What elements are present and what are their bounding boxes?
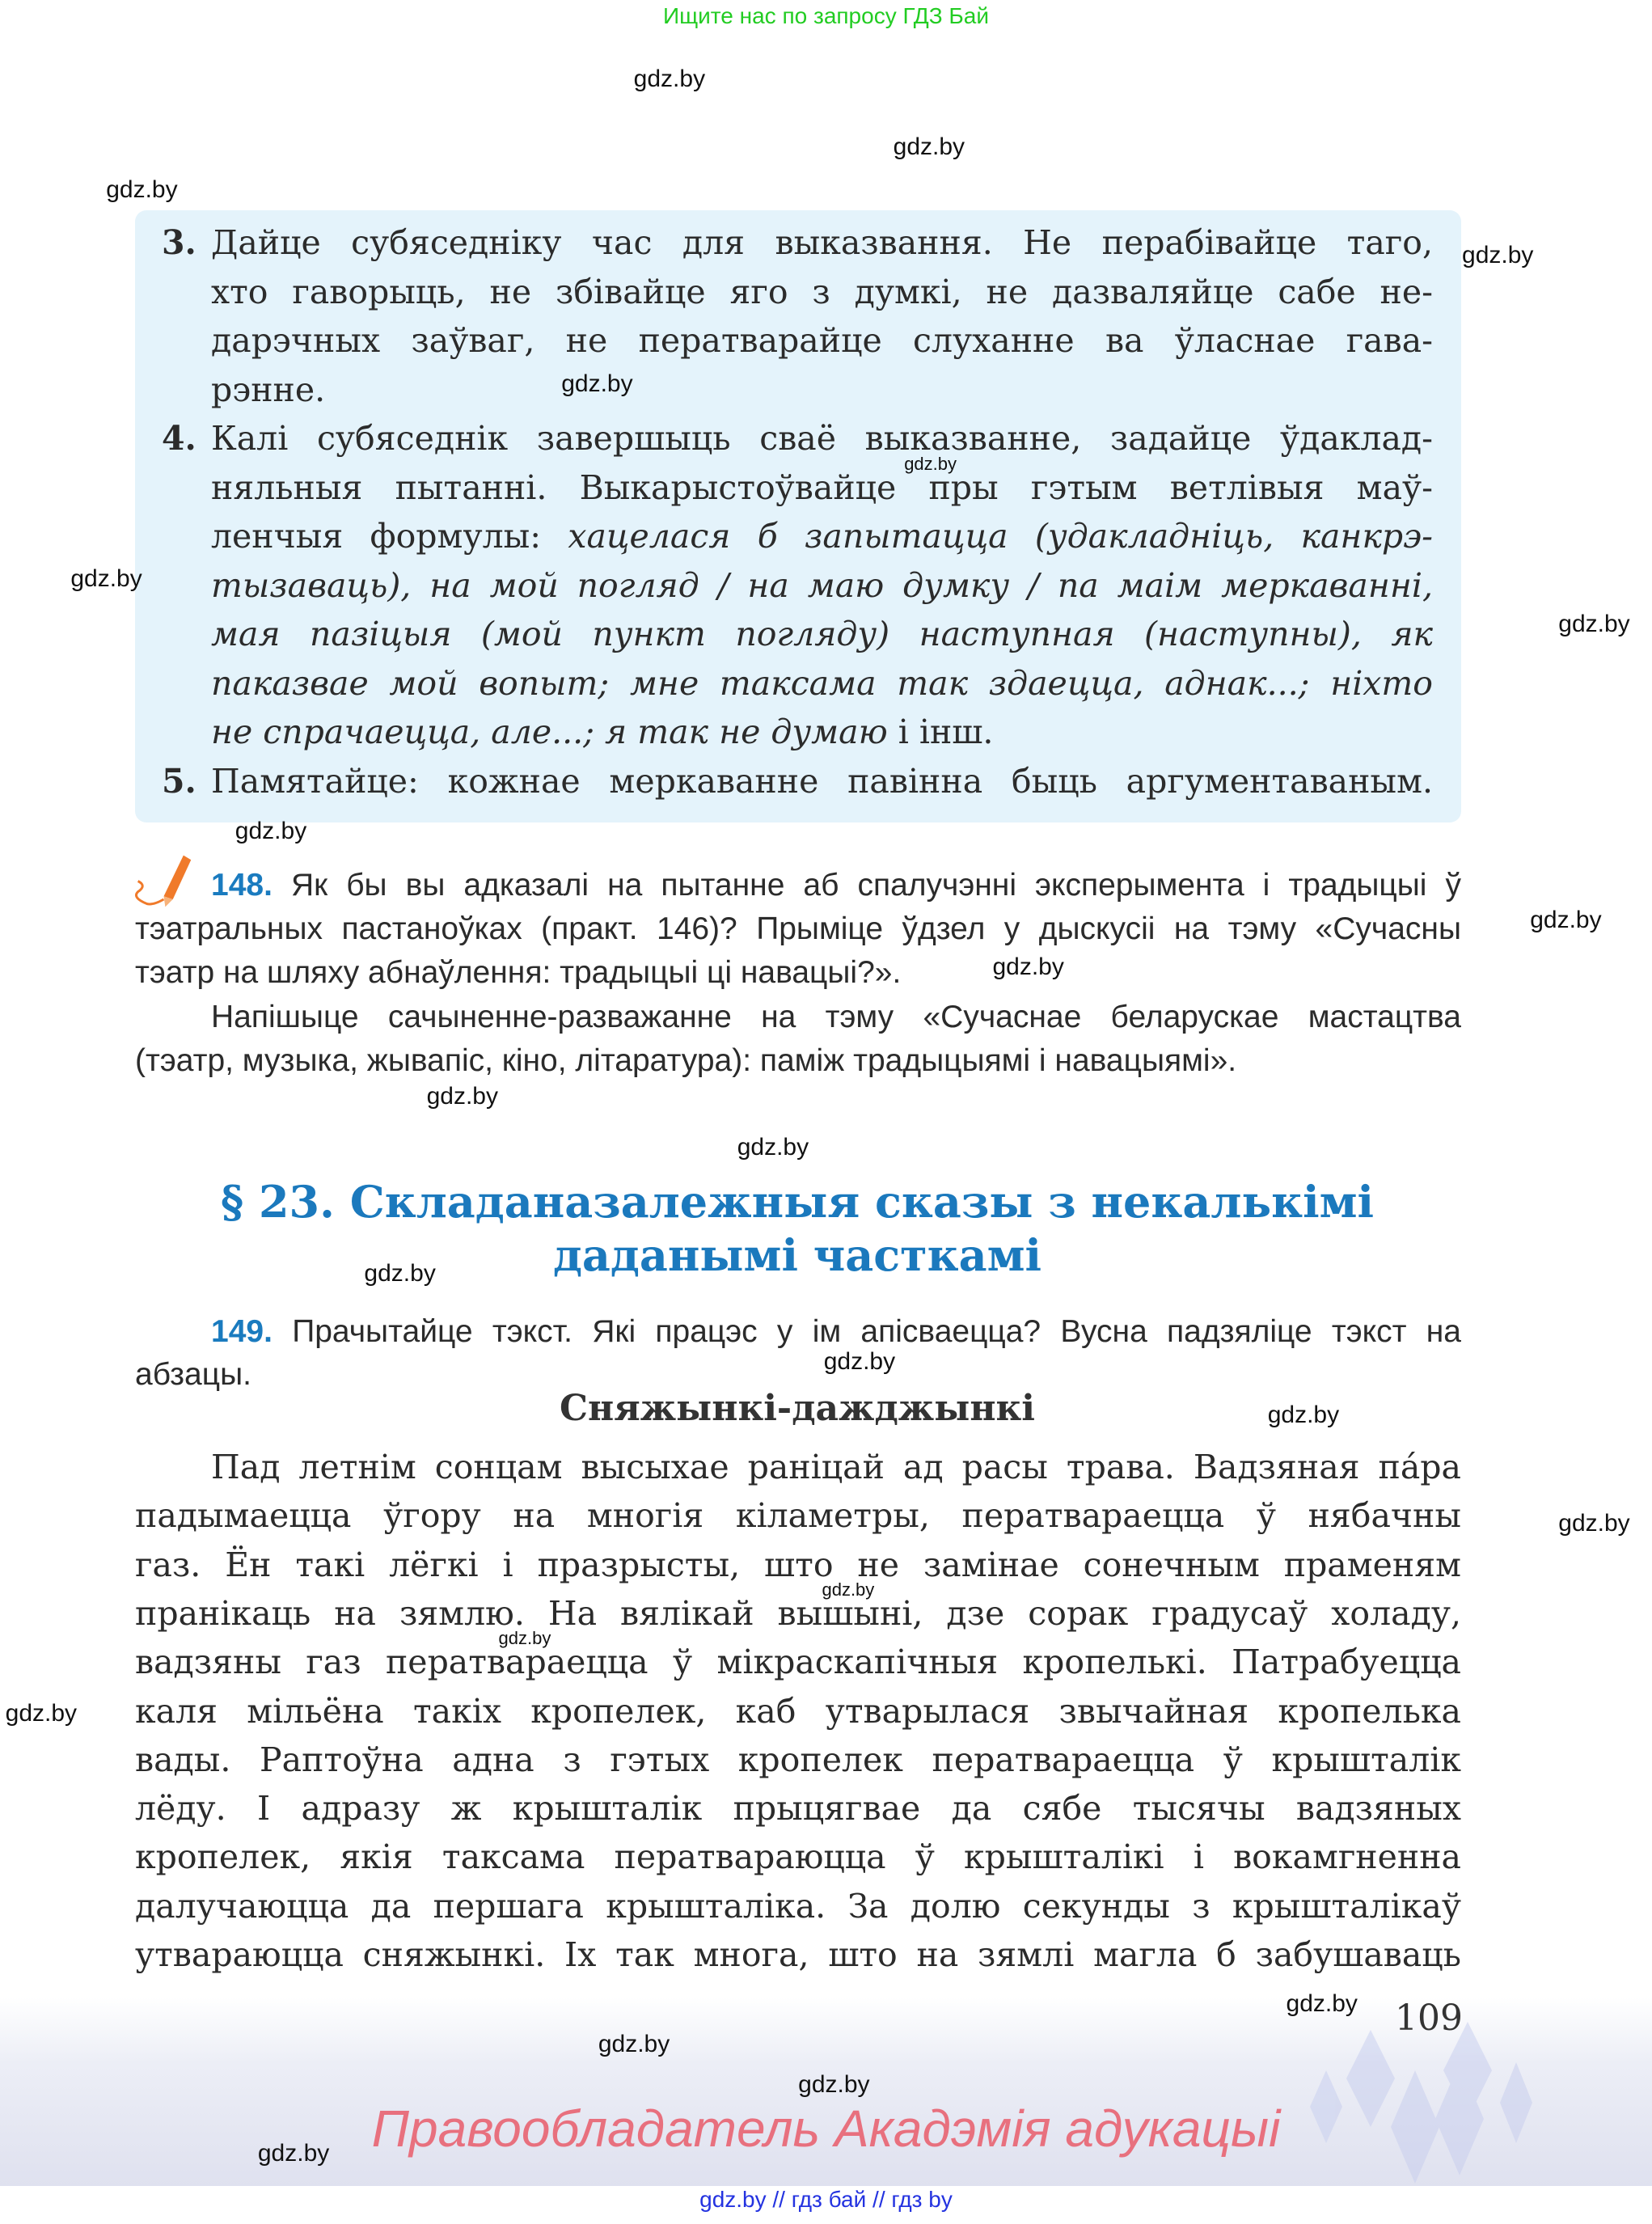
rule-line	[211, 463, 1433, 512]
gdz-watermark: gdz.by	[106, 176, 178, 204]
text: кропелек, якія таксама ператвараюцца ў крышталікі і вокамгненна	[135, 1837, 1461, 1877]
text: ленчыя формулы:	[211, 517, 568, 556]
text: Дайце субяседніку час для выказвання. Не перабівайце таго,	[211, 223, 1433, 262]
text: тэатр на шляху абнаўлення: традыцыі ці навацыі?».	[135, 955, 902, 990]
rule-number: 4.	[162, 419, 196, 458]
rule-line	[211, 366, 1433, 414]
text: рэнне.	[211, 370, 326, 409]
rule-line	[211, 610, 1433, 658]
text-line	[135, 1736, 1461, 1784]
text: газ. Ён такі лёгкі і празрысты, што не замінае сонечным праменям	[135, 1545, 1461, 1584]
gdz-watermark: gdz.by	[633, 66, 706, 93]
text: падымаецца ўгору на многія кіламетры, ператвараецца ў нябачны	[135, 1496, 1461, 1536]
exercise-number: 148.	[211, 868, 273, 903]
text: Пад летнім сонцам высыхае раніцай ад расы трава. Вадзяная па́ра	[211, 1448, 1461, 1486]
rule-number: 3.	[162, 223, 196, 262]
text-line	[135, 1882, 1461, 1930]
gdz-watermark: gdz.by	[1558, 1509, 1630, 1537]
rule-line	[211, 659, 1433, 708]
text-line	[135, 1638, 1461, 1686]
rule-line	[211, 316, 1433, 365]
text: Прачытайце тэкст. Які працэс у ім апісваецца? Вусна падзяліце тэкст на	[292, 1314, 1461, 1349]
italic-text: не спрачаецца, але...; я так не думаю	[211, 712, 888, 751]
text: Памятайце: кожнае меркаванне павінна быць аргументаваным.	[211, 761, 1433, 801]
rule-line	[211, 708, 1433, 756]
gdz-watermark: gdz.by	[904, 453, 957, 474]
gdz-watermark: gdz.by	[893, 133, 965, 161]
text: тэатральных пастаноўках (практ. 146)? Прыміце ўдзел у дыскусіі на тэму «Сучасны	[135, 911, 1461, 946]
text: Калі субяседнік завершыць сваё выказванне, задайце ўдаклад-	[211, 419, 1433, 458]
gdz-watermark: gdz.by	[992, 953, 1064, 981]
text: вадзяны газ ператвараецца ў мікраскапічныя кропелькі. Патрабуецца	[135, 1643, 1461, 1682]
text-line	[135, 1541, 1461, 1589]
gdz-watermark: gdz.by	[1286, 1990, 1358, 2018]
gdz-watermark: gdz.by	[364, 1260, 436, 1287]
rule-line	[211, 561, 1433, 610]
text: абзацы.	[135, 1357, 251, 1392]
italic-text: тызаваць), на мой погляд / на маю думку / па маім меркаванні,	[211, 565, 1433, 605]
text-line	[135, 1491, 1461, 1540]
page-number: 109	[1395, 1998, 1463, 2039]
text: (тэатр, музыка, жывапіс, кіно, літаратура): паміж традыцыямі і навацыямі».	[135, 1043, 1237, 1078]
rule-line	[211, 757, 1433, 805]
text: няльныя пытанні. Выкарыстоўвайце пры гэтым ветлівыя маў-	[211, 467, 1433, 507]
text: далучаюцца да першага крышталіка. За долю секунды з крышталікаў	[135, 1886, 1461, 1926]
gdz-watermark: gdz.by	[823, 1347, 896, 1375]
rule-line	[211, 268, 1433, 316]
exercise-148-line	[135, 951, 1461, 995]
exercise-148-line	[135, 907, 1461, 951]
gdz-watermark: gdz.by	[737, 1133, 809, 1161]
text: утвараюцца сняжынкі. Іх так многа, што на зямлі магла б забушаваць	[135, 1935, 1461, 1974]
rule-line	[211, 218, 1433, 267]
text: вады. Раптоўна адна з гэтых кропелек ператвараецца ў крышталік	[135, 1740, 1461, 1779]
italic-text: мая пазіцыя (мой пункт погляду) наступная (наступны), як	[211, 615, 1433, 653]
gdz-watermark: gdz.by	[598, 2030, 670, 2057]
gdz-watermark: gdz.by	[822, 1579, 875, 1600]
exercise-148-line	[211, 864, 1461, 907]
section-heading-line2: даданымі часткамі	[552, 1229, 1042, 1281]
top-search-note: Ищите нас по запросу ГДЗ Бай	[662, 3, 990, 28]
text: хто гаворыць, не збівайце яго з думкі, не дазваляйце сабе не-	[211, 272, 1433, 311]
gdz-watermark: gdz.by	[426, 1082, 498, 1110]
gdz-watermark: gdz.by	[5, 1699, 78, 1727]
gdz-watermark: gdz.by	[257, 2139, 330, 2167]
text-line	[135, 1687, 1461, 1736]
text-line	[135, 1784, 1461, 1833]
exercise-number: 149.	[211, 1314, 273, 1349]
text-line	[135, 1833, 1461, 1881]
gdz-watermark: gdz.by	[798, 2071, 870, 2099]
text-title: Сняжынкі-дажджынкі	[559, 1388, 1036, 1429]
exercise-148-line	[135, 1039, 1461, 1083]
rule-line	[211, 414, 1433, 463]
section-heading-line1: § 23. Складаназалежныя сказы з некалькімі	[220, 1176, 1375, 1228]
exercise-148-line	[211, 996, 1461, 1039]
text-line	[135, 1589, 1461, 1638]
gdz-watermark: gdz.by	[498, 1627, 551, 1648]
text: лёду. І адразу ж крышталік прыцягвае да сябе тысячы вадзяных	[135, 1789, 1461, 1829]
text: дарэчных заўваг, не ператварайце слуханне ва ўласнае гава-	[211, 321, 1433, 360]
rights-holder-watermark: Правообладатель Акадэмія адукацыі	[371, 2099, 1281, 2158]
gdz-watermark: gdz.by	[1530, 907, 1602, 934]
rule-number: 5.	[162, 761, 196, 801]
pencil-icon	[133, 851, 194, 911]
text: Напішыце сачыненне-разважанне на тэму «Сучаснае беларускае мастацтва	[211, 1000, 1461, 1034]
gdz-watermark: gdz.by	[1462, 241, 1534, 268]
bottom-links[interactable]: gdz.by // гдз бай // гдз by	[699, 2187, 953, 2212]
gdz-watermark: gdz.by	[1558, 610, 1630, 637]
rule-line	[211, 512, 1433, 560]
text-line	[135, 1930, 1461, 1979]
text: пранікаць на зямлю. На вялікай вышыні, дзе сорак градусаў холаду,	[135, 1593, 1461, 1633]
gdz-watermark: gdz.by	[70, 564, 142, 592]
gdz-watermark: gdz.by	[561, 370, 633, 398]
text: Як бы вы адказалі на пытанне аб спалучэнні эксперымента і традыцыі ў	[290, 868, 1461, 903]
text-line	[211, 1443, 1461, 1491]
italic-text: хацелася б запытацца (удакладніць, канкрэ-	[568, 517, 1433, 556]
gdz-watermark: gdz.by	[1267, 1402, 1340, 1429]
italic-text: паказвае мой вопыт; мне таксама так здаецца, аднак...; ніхто	[211, 663, 1433, 703]
text: каля мільёна такіх кропелек, каб утварылася звычайная кропелька	[135, 1691, 1461, 1731]
text: і інш.	[887, 712, 994, 751]
gdz-watermark: gdz.by	[234, 817, 307, 844]
